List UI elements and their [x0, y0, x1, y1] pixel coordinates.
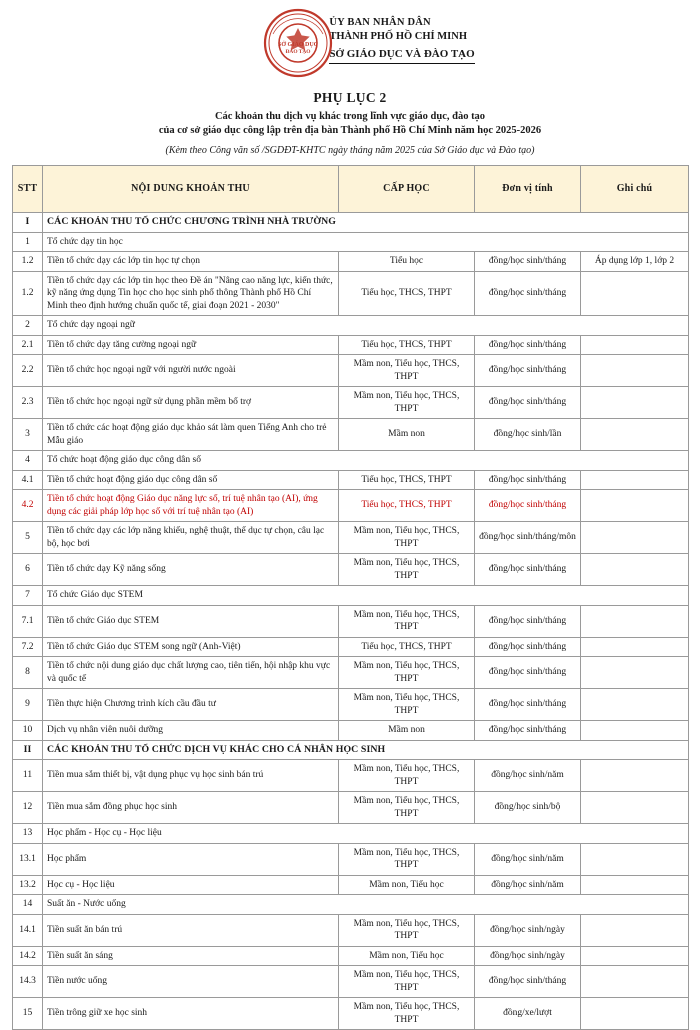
table-row — [13, 335, 689, 355]
table-row — [13, 721, 689, 741]
table-row — [13, 914, 689, 946]
cell-don-vi-tinh: đồng/học sinh/tháng — [475, 252, 581, 272]
cell-stt: 13.2 — [13, 875, 43, 895]
svg-text:SỞ GIÁO DỤC: SỞ GIÁO DỤC — [278, 42, 319, 48]
cell-cap-hoc: Mầm non, Tiểu học, THCS, THPT — [339, 355, 475, 387]
table-row — [13, 554, 689, 586]
column-header-ghi-chu: Ghi chú — [581, 166, 689, 213]
cell-stt: 6 — [13, 554, 43, 586]
subtitle-line-2: của cơ sở giáo dục công lập trên địa bàn Thành phố Hồ Chí Minh năm học 2025-2026 — [158, 125, 542, 136]
cell-cap-hoc: Tiểu học, THCS, THPT — [339, 637, 475, 657]
cell-don-vi-tinh: đồng/học sinh/năm — [475, 760, 581, 792]
table-row — [13, 252, 689, 272]
cell-ghi-chu — [581, 914, 689, 946]
cell-don-vi-tinh: đồng/học sinh/tháng/môn — [475, 522, 581, 554]
cell-cap-hoc: Mầm non — [339, 419, 475, 451]
cell-ghi-chu — [581, 721, 689, 741]
cell-ghi-chu — [581, 875, 689, 895]
cell-noi-dung: Tiền tổ chức Giáo dục STEM — [43, 605, 339, 637]
cell-noi-dung: Tổ chức dạy tin học — [43, 232, 689, 252]
cell-don-vi-tinh: đồng/học sinh/bộ — [475, 792, 581, 824]
cell-ghi-chu — [581, 490, 689, 522]
cell-don-vi-tinh: đồng/học sinh/tháng — [475, 605, 581, 637]
cell-stt: 14.1 — [13, 914, 43, 946]
cell-noi-dung: Suất ăn - Nước uống — [43, 895, 689, 915]
table-row — [13, 895, 689, 915]
org-line-1: ỦY BAN NHÂN DÂN — [329, 17, 431, 28]
cell-ghi-chu — [581, 843, 689, 875]
table-header — [13, 166, 689, 213]
table-row — [13, 470, 689, 490]
cell-don-vi-tinh: đồng/học sinh/tháng — [475, 271, 581, 316]
cell-don-vi-tinh: đồng/học sinh/ngày — [475, 914, 581, 946]
cell-noi-dung: Tiền mua sắm đồng phục học sinh — [43, 792, 339, 824]
cell-noi-dung: Tiền mua sắm thiết bị, vật dụng phục vụ học sinh bán trú — [43, 760, 339, 792]
cell-cap-hoc: Mầm non, Tiểu học, THCS, THPT — [339, 522, 475, 554]
cell-stt: 14 — [13, 895, 43, 915]
cell-noi-dung: Tiền tổ chức dạy các lớp tin học theo Đề án "Nâng cao năng lực, kiến thức, kỹ năng ứng dụng Tin học cho học sinh phổ thông Thành phố Hồ Chí Minh theo định hướng chuẩn quốc tế, giai đoạn 2021 - 2030" — [43, 271, 339, 316]
cell-stt: 2.3 — [13, 387, 43, 419]
cell-stt: 10 — [13, 721, 43, 741]
page-title: PHỤ LỤC 2 — [313, 90, 387, 105]
issuing-authority — [329, 10, 474, 64]
cell-don-vi-tinh: đồng/học sinh/tháng — [475, 335, 581, 355]
table-row — [13, 792, 689, 824]
column-header-cap-hoc: CẤP HỌC — [339, 166, 475, 213]
cell-stt: 7.1 — [13, 605, 43, 637]
cell-ghi-chu — [581, 792, 689, 824]
cell-ghi-chu — [581, 998, 689, 1030]
cell-cap-hoc: Mầm non, Tiểu học, THCS, THPT — [339, 387, 475, 419]
cell-stt: I — [13, 213, 43, 233]
fees-table — [12, 165, 689, 1030]
cell-ghi-chu — [581, 657, 689, 689]
cell-ghi-chu — [581, 387, 689, 419]
cell-stt: 8 — [13, 657, 43, 689]
cell-noi-dung: CÁC KHOẢN THU TỔ CHỨC CHƯƠNG TRÌNH NHÀ TRƯỜNG — [43, 213, 689, 233]
cell-ghi-chu — [581, 419, 689, 451]
cell-noi-dung: Tiền tổ chức nội dung giáo dục chất lượng cao, tiên tiến, hội nhập khu vực và quốc tế — [43, 657, 339, 689]
table-row — [13, 419, 689, 451]
table-header-row — [13, 166, 689, 213]
seal-icon — [263, 8, 333, 78]
table-row — [13, 271, 689, 316]
cell-ghi-chu — [581, 760, 689, 792]
cell-noi-dung: Tiền suất ăn bán trú — [43, 914, 339, 946]
table-row — [13, 232, 689, 252]
cell-cap-hoc: Mầm non, Tiểu học, THCS, THPT — [339, 966, 475, 998]
table-row — [13, 966, 689, 998]
cell-noi-dung: Tiền thực hiện Chương trình kích cầu đầu tư — [43, 689, 339, 721]
cell-stt: 2 — [13, 316, 43, 336]
table-row — [13, 657, 689, 689]
cell-cap-hoc: Mầm non, Tiểu học, THCS, THPT — [339, 843, 475, 875]
cell-cap-hoc: Mầm non, Tiểu học, THCS, THPT — [339, 914, 475, 946]
cell-stt: 4.2 — [13, 490, 43, 522]
cell-stt: 14.3 — [13, 966, 43, 998]
cell-don-vi-tinh: đồng/học sinh/tháng — [475, 721, 581, 741]
cell-noi-dung: Tiền tổ chức dạy tăng cường ngoại ngữ — [43, 335, 339, 355]
column-header-noi-dung: NỘI DUNG KHOẢN THU — [43, 166, 339, 213]
cell-stt: 2.2 — [13, 355, 43, 387]
cell-cap-hoc: Mầm non, Tiểu học — [339, 875, 475, 895]
table-row — [13, 387, 689, 419]
org-line-2: THÀNH PHỐ HỒ CHÍ MINH — [329, 31, 467, 42]
cell-cap-hoc: Tiểu học, THCS, THPT — [339, 271, 475, 316]
cell-don-vi-tinh: đồng/học sinh/tháng — [475, 689, 581, 721]
cell-noi-dung: Học phẩm - Học cụ - Học liệu — [43, 824, 689, 844]
cell-stt: 15 — [13, 998, 43, 1030]
cell-noi-dung: Tổ chức Giáo dục STEM — [43, 586, 689, 606]
cell-noi-dung: Tiền trông giữ xe học sinh — [43, 998, 339, 1030]
cell-cap-hoc: Mầm non, Tiểu học, THCS, THPT — [339, 554, 475, 586]
subtitle-line-1: Các khoản thu dịch vụ khác trong lĩnh vực giáo dục, đào tạo — [214, 111, 486, 122]
cell-cap-hoc: Mầm non, Tiểu học, THCS, THPT — [339, 689, 475, 721]
cell-ghi-chu — [581, 355, 689, 387]
cell-cap-hoc: Tiểu học, THCS, THPT — [339, 335, 475, 355]
cell-stt: 9 — [13, 689, 43, 721]
table-row — [13, 875, 689, 895]
table-row — [13, 824, 689, 844]
table-row — [13, 316, 689, 336]
cell-noi-dung: Học cụ - Học liệu — [43, 875, 339, 895]
cell-cap-hoc: Mầm non, Tiểu học, THCS, THPT — [339, 657, 475, 689]
table-row — [13, 605, 689, 637]
table-row — [13, 451, 689, 471]
cell-don-vi-tinh: đồng/học sinh/tháng — [475, 554, 581, 586]
cell-stt: 12 — [13, 792, 43, 824]
cell-stt: 1 — [13, 232, 43, 252]
cell-stt: 13 — [13, 824, 43, 844]
table-row — [13, 760, 689, 792]
cell-cap-hoc: Tiểu học, THCS, THPT — [339, 470, 475, 490]
document-header — [12, 6, 688, 80]
cell-cap-hoc: Mầm non, Tiểu học, THCS, THPT — [339, 605, 475, 637]
cell-stt: 7 — [13, 586, 43, 606]
cell-ghi-chu — [581, 637, 689, 657]
cell-cap-hoc: Tiểu học — [339, 252, 475, 272]
cell-cap-hoc: Tiểu học, THCS, THPT — [339, 490, 475, 522]
cell-cap-hoc: Mầm non, Tiểu học, THCS, THPT — [339, 792, 475, 824]
cell-stt: 3 — [13, 419, 43, 451]
table-row — [13, 522, 689, 554]
cell-noi-dung: CÁC KHOẢN THU TỔ CHỨC DỊCH VỤ KHÁC CHO CÁ NHÂN HỌC SINH — [43, 740, 689, 760]
cell-noi-dung: Tiền nước uống — [43, 966, 339, 998]
cell-don-vi-tinh: đồng/học sinh/tháng — [475, 490, 581, 522]
cell-ghi-chu — [581, 966, 689, 998]
cell-noi-dung: Tiền tổ chức các hoạt động giáo dục khảo sát làm quen Tiếng Anh cho trẻ Mẫu giáo — [43, 419, 339, 451]
table-row — [13, 998, 689, 1030]
cell-ghi-chu — [581, 522, 689, 554]
cell-noi-dung: Tổ chức dạy ngoại ngữ — [43, 316, 689, 336]
table-row — [13, 843, 689, 875]
cell-ghi-chu — [581, 335, 689, 355]
cell-ghi-chu — [581, 271, 689, 316]
cell-noi-dung: Tiền tổ chức Giáo dục STEM song ngữ (Anh-Việt) — [43, 637, 339, 657]
cell-stt: 2.1 — [13, 335, 43, 355]
cell-don-vi-tinh: đồng/học sinh/tháng — [475, 966, 581, 998]
cell-noi-dung: Tiền tổ chức hoạt động Giáo dục năng lực số, trí tuệ nhân tạo (AI), ứng dụng các giải pháp lớp học số với trí tuệ nhân tạo (AI) — [43, 490, 339, 522]
cell-noi-dung: Tiền tổ chức dạy các lớp tin học tự chọn — [43, 252, 339, 272]
table-row — [13, 586, 689, 606]
cell-don-vi-tinh: đồng/học sinh/năm — [475, 875, 581, 895]
cell-noi-dung: Tiền tổ chức học ngoại ngữ với người nước ngoài — [43, 355, 339, 387]
cell-stt: 4.1 — [13, 470, 43, 490]
cell-stt: 7.2 — [13, 637, 43, 657]
table-row — [13, 689, 689, 721]
svg-text:ĐÀO TẠO: ĐÀO TẠO — [285, 49, 311, 55]
cell-don-vi-tinh: đồng/học sinh/tháng — [475, 657, 581, 689]
cell-stt: 14.2 — [13, 946, 43, 966]
cell-stt: 5 — [13, 522, 43, 554]
cell-noi-dung: Tiền tổ chức dạy Kỹ năng sống — [43, 554, 339, 586]
cell-don-vi-tinh: đồng/học sinh/tháng — [475, 470, 581, 490]
cell-cap-hoc: Mầm non, Tiểu học — [339, 946, 475, 966]
table-row — [13, 355, 689, 387]
cell-stt: 4 — [13, 451, 43, 471]
cell-noi-dung: Học phẩm — [43, 843, 339, 875]
cell-don-vi-tinh: đồng/học sinh/tháng — [475, 637, 581, 657]
column-header-stt: STT — [13, 166, 43, 213]
table-row — [13, 213, 689, 233]
column-header-don-vi-tinh: Đơn vị tính — [475, 166, 581, 213]
cell-stt: 1.2 — [13, 271, 43, 316]
reference-note: (Kèm theo Công văn số /SGDĐT-KHTC ngày tháng năm 2025 của Sở Giáo dục và Đào tạo) — [165, 145, 535, 156]
cell-don-vi-tinh: đồng/xe/lượt — [475, 998, 581, 1030]
cell-don-vi-tinh: đồng/học sinh/ngày — [475, 946, 581, 966]
table-row — [13, 637, 689, 657]
table-row — [13, 740, 689, 760]
table-row — [13, 490, 689, 522]
cell-noi-dung: Tiền tổ chức học ngoại ngữ sử dụng phần mềm bổ trợ — [43, 387, 339, 419]
cell-noi-dung: Tiền tổ chức dạy các lớp năng khiếu, nghệ thuật, thể dục tự chọn, câu lạc bộ, học bơi — [43, 522, 339, 554]
cell-don-vi-tinh: đồng/học sinh/tháng — [475, 387, 581, 419]
cell-noi-dung: Dịch vụ nhân viên nuôi dưỡng — [43, 721, 339, 741]
cell-cap-hoc: Mầm non, Tiểu học, THCS, THPT — [339, 998, 475, 1030]
org-line-3: SỞ GIÁO DỤC VÀ ĐÀO TẠO — [329, 47, 474, 64]
cell-ghi-chu — [581, 605, 689, 637]
cell-ghi-chu — [581, 689, 689, 721]
title-block — [12, 90, 688, 156]
cell-stt: II — [13, 740, 43, 760]
cell-stt: 13.1 — [13, 843, 43, 875]
cell-stt: 1.2 — [13, 252, 43, 272]
cell-ghi-chu — [581, 470, 689, 490]
cell-ghi-chu: Áp dụng lớp 1, lớp 2 — [581, 252, 689, 272]
cell-don-vi-tinh: đồng/học sinh/năm — [475, 843, 581, 875]
table-body — [13, 213, 689, 1030]
cell-noi-dung: Tiền suất ăn sáng — [43, 946, 339, 966]
cell-don-vi-tinh: đồng/học sinh/lần — [475, 419, 581, 451]
cell-cap-hoc: Mầm non, Tiểu học, THCS, THPT — [339, 760, 475, 792]
cell-ghi-chu — [581, 946, 689, 966]
cell-noi-dung: Tiền tổ chức hoạt động giáo dục công dân số — [43, 470, 339, 490]
cell-stt: 11 — [13, 760, 43, 792]
cell-don-vi-tinh: đồng/học sinh/tháng — [475, 355, 581, 387]
cell-ghi-chu — [581, 554, 689, 586]
cell-cap-hoc: Mầm non — [339, 721, 475, 741]
cell-noi-dung: Tổ chức hoạt động giáo dục công dân số — [43, 451, 689, 471]
table-row — [13, 946, 689, 966]
